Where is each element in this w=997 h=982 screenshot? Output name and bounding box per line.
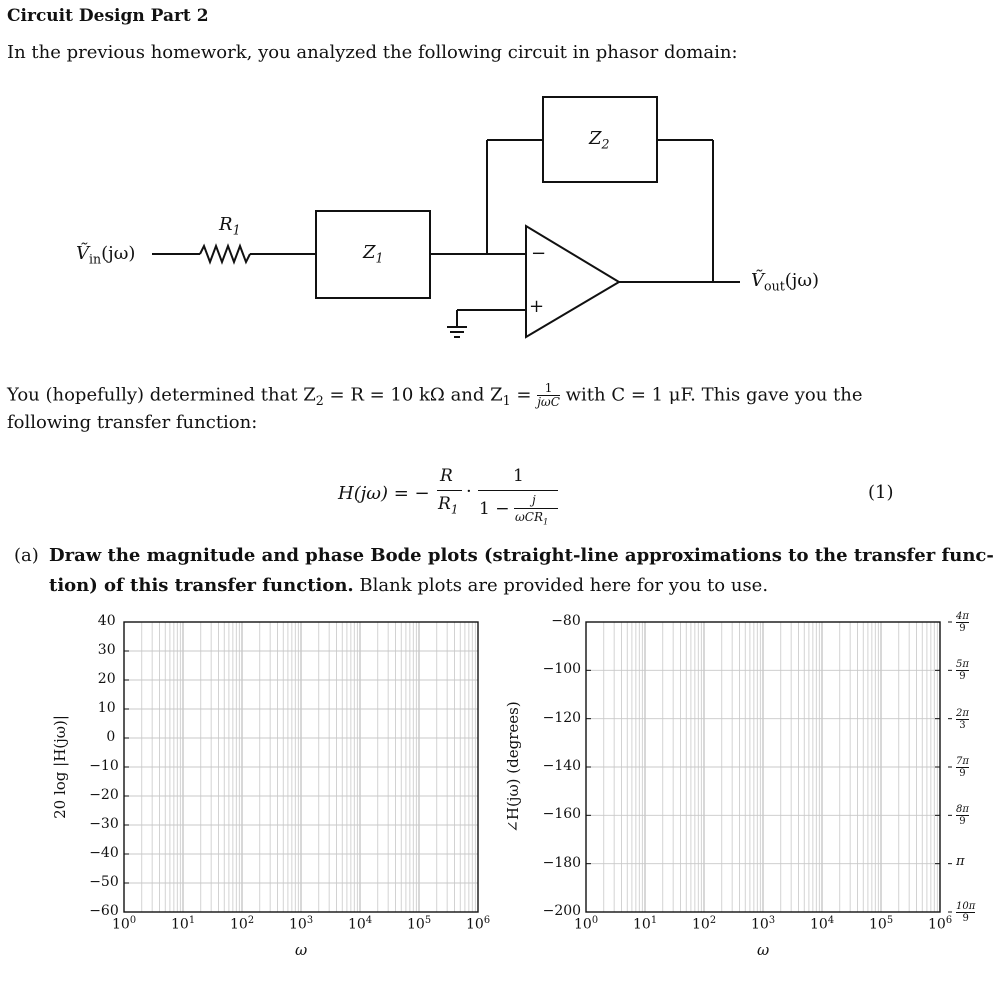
phase-right-pi-label: $\frac{4\pi}{9}$ xyxy=(956,611,969,634)
phase-xtick-label: $10^2$ xyxy=(692,915,717,933)
phase-xtick-label: $10^6$ xyxy=(928,915,953,933)
eq-r1-denominator: $R_1$ xyxy=(438,494,459,517)
phase-ytick-label: −100 xyxy=(542,661,582,678)
vout-label: Ṽ$_{out}$(jω) xyxy=(751,270,820,294)
vin-label: Ṽ$_{in}$(jω) xyxy=(76,243,136,267)
determined-line-2: following transfer function: xyxy=(7,412,258,433)
magnitude-ytick-label: 30 xyxy=(97,642,116,658)
magnitude-xtick-label: $10^3$ xyxy=(289,915,314,933)
section-title: Circuit Design Part 2 xyxy=(7,6,209,26)
magnitude-ytick-label: 10 xyxy=(97,700,116,716)
phase-ytick-label: −140 xyxy=(542,758,582,774)
question-line-2: tion) of this transfer function. Blank plots are provided here for you to use. xyxy=(49,575,769,596)
phase-right-pi-label: $\frac{5\pi}{9}$ xyxy=(956,659,969,683)
magnitude-xtick-label: $10^5$ xyxy=(407,915,432,933)
phase-right-pi-label: π xyxy=(956,853,965,869)
z2-label: $Z_2$ xyxy=(589,128,610,152)
phase-ytick-label: −180 xyxy=(542,854,582,871)
phase-xtick-label: $10^3$ xyxy=(751,915,776,933)
eq-one-numerator: 1 xyxy=(513,466,524,486)
r1-label: $R_1$ xyxy=(219,214,241,238)
question-bold-line-1: Draw the magnitude and phase Bode plots (straight-line approximations to the transfer func- xyxy=(49,545,994,566)
opamp-minus: − xyxy=(531,243,547,264)
phase-xtick-label: $10^5$ xyxy=(869,915,894,933)
capacitor-fraction: 1 jωC xyxy=(537,381,560,409)
magnitude-xtick-label: $10^0$ xyxy=(112,915,137,933)
eq-r-numerator: R xyxy=(440,466,453,486)
phase-right-pi-label: $\frac{7\pi}{9}$ xyxy=(956,756,969,779)
determined-line-1: You (hopefully) determined that $Z_2 = R = 10$ kΩ and $Z_1$ = 1 jωC with C = 1 μF. This gave you the xyxy=(7,381,863,409)
phase-x-axis-label: ω xyxy=(757,941,770,959)
phase-xtick-label: $10^1$ xyxy=(633,915,658,933)
magnitude-ytick-label: −20 xyxy=(89,787,119,803)
phase-ytick-label: −80 xyxy=(551,613,581,629)
phase-right-pi-label: $\frac{2\pi}{3}$ xyxy=(956,707,969,731)
phase-right-pi-label: $\frac{8\pi}{9}$ xyxy=(956,804,969,828)
magnitude-ytick-label: −50 xyxy=(89,874,119,890)
opamp-plus: + xyxy=(529,296,545,317)
phase-ytick-label: −200 xyxy=(542,903,582,919)
z1-label: $Z_1$ xyxy=(363,242,384,266)
magnitude-ytick-label: −40 xyxy=(89,845,119,861)
phase-xtick-label: $10^4$ xyxy=(810,915,835,933)
magnitude-xtick-label: $10^1$ xyxy=(171,915,196,933)
eq-dot: · xyxy=(466,481,472,502)
question-label: (a) xyxy=(14,545,39,566)
phase-y-axis-label: ∠H(jω) (degrees) xyxy=(504,701,522,833)
magnitude-ytick-label: −60 xyxy=(89,903,119,919)
magnitude-xtick-label: $10^2$ xyxy=(230,915,255,933)
magnitude-ytick-label: 20 xyxy=(97,671,116,687)
eq-den-one: 1 − xyxy=(479,499,510,519)
magnitude-ytick-label: 40 xyxy=(97,613,116,629)
eq-wcr: ωCR$_1$ xyxy=(515,510,549,527)
phase-xtick-label: $10^0$ xyxy=(574,915,599,933)
intro-text: In the previous homework, you analyzed the following circuit in phasor domain: xyxy=(7,42,738,63)
equation-number: (1) xyxy=(868,482,894,503)
magnitude-ytick-label: −30 xyxy=(89,816,119,832)
magnitude-xtick-label: $10^4$ xyxy=(348,915,373,933)
magnitude-ytick-label: −10 xyxy=(89,758,119,774)
magnitude-x-axis-label: ω xyxy=(295,941,308,959)
phase-right-pi-label: $\frac{10\pi}{9}$ xyxy=(956,901,976,924)
magnitude-ytick-label: 0 xyxy=(106,729,116,745)
equation-lhs: H(jω) = − xyxy=(338,483,430,504)
magnitude-y-axis-label: 20 log |H(jω)| xyxy=(51,715,69,819)
phase-ytick-label: −120 xyxy=(542,709,582,726)
eq-j: j xyxy=(532,493,536,507)
magnitude-xtick-label: $10^6$ xyxy=(466,915,491,933)
phase-ytick-label: −160 xyxy=(542,806,582,823)
